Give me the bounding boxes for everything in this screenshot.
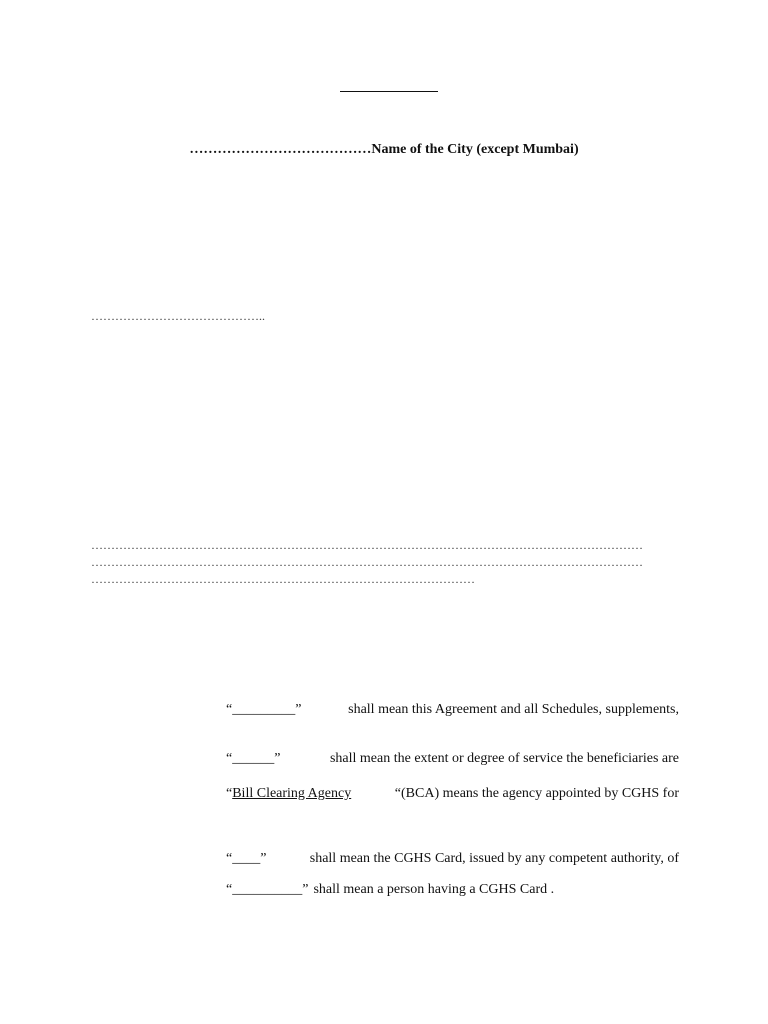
title-blank-rule xyxy=(340,91,438,92)
definition-text: shall mean a person having a CGHS Card . xyxy=(313,882,555,897)
definition-beneficiary xyxy=(226,881,679,899)
definition-term-bca: Bill Clearing Agency xyxy=(232,786,352,801)
definition-term: “__________” xyxy=(226,882,309,897)
definition-term: “____” xyxy=(226,851,267,866)
definition-term: “_________” xyxy=(226,702,302,717)
fill-line-block xyxy=(91,537,679,588)
definition-agreement xyxy=(226,701,679,719)
definition-term: “______” xyxy=(226,751,281,766)
fill-line-short: …………………………………….. xyxy=(91,309,265,323)
definition-text: shall mean the CGHS Card, issued by any competent authority, of xyxy=(309,851,679,866)
city-heading xyxy=(0,142,768,158)
definition-cghs-card xyxy=(226,850,679,868)
definition-text: “(BCA) means the agency appointed by CGHS for xyxy=(394,786,679,801)
city-dots: ………………………………… xyxy=(189,142,372,157)
definition-extent xyxy=(226,750,679,768)
fill-line-2: ………………………………………………………………………………………………………………………… xyxy=(91,555,643,569)
fill-line-1: ………………………………………………………………………………………………………………………… xyxy=(91,538,643,552)
fill-line-3: …………………………………………………………………………………… xyxy=(91,572,475,586)
definition-bca: “Bill Clearing Agency “(BCA) means the agency appointed by CGHS for xyxy=(226,786,679,801)
city-label: Name of the City (except Mumbai) xyxy=(371,142,579,157)
definition-text: shall mean the extent or degree of service the beneficiaries are xyxy=(329,751,679,766)
definition-text: shall mean this Agreement and all Schedules, supplements, xyxy=(348,702,679,717)
